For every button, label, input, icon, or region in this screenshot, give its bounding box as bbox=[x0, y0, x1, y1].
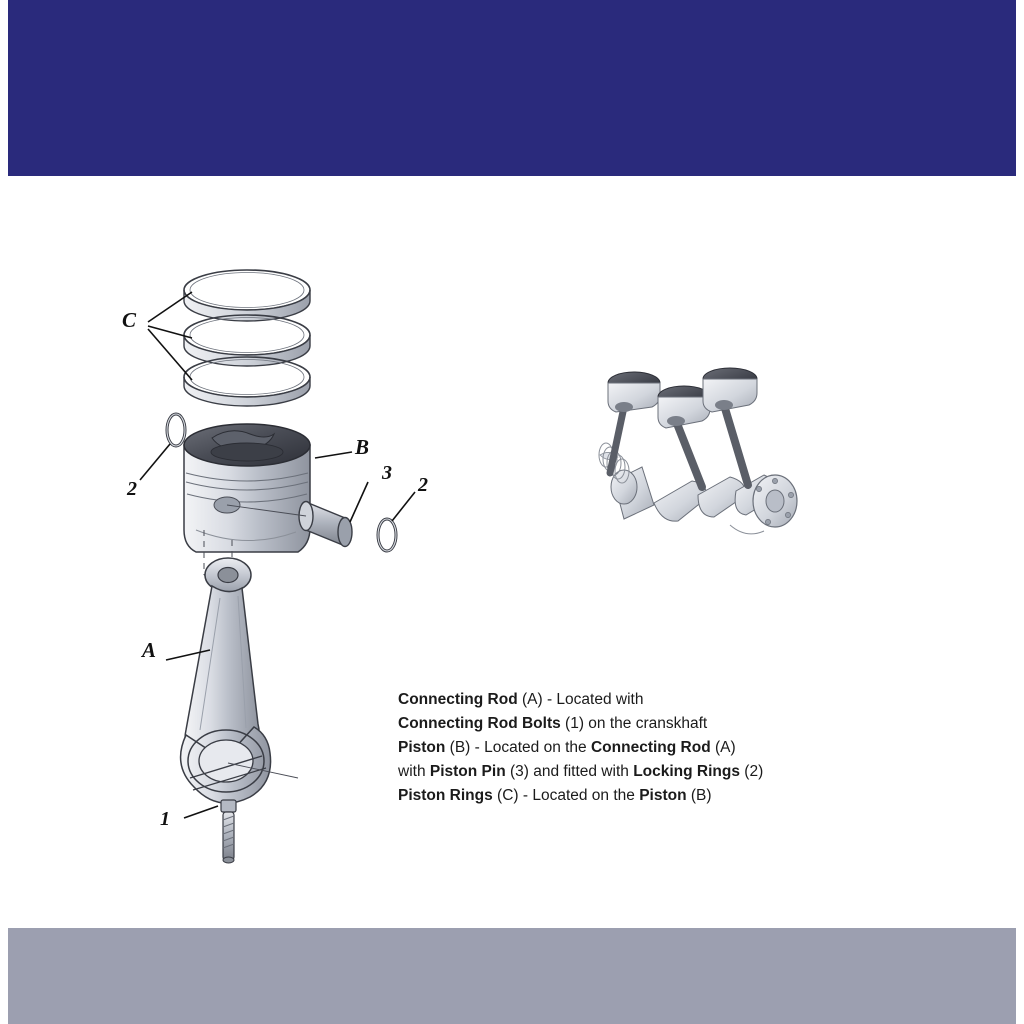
caption-line-4-part-1: with bbox=[398, 763, 430, 780]
piston-group bbox=[184, 424, 352, 582]
caption-line-5-part-2: (C) - Located on the bbox=[492, 787, 640, 804]
caption-line-4 bbox=[398, 760, 868, 784]
caption-line-4-part-3: (3) and fitted with bbox=[505, 763, 634, 780]
caption-line-3-part-4: (A) bbox=[710, 739, 736, 756]
caption-line-4-part-2: Piston Pin bbox=[429, 763, 506, 780]
crankshaft-assembly-illustration bbox=[580, 355, 810, 575]
caption-line-4-part-5: (2) bbox=[739, 763, 764, 780]
callout-label-3: 3 bbox=[382, 462, 392, 484]
crankshaft-assembly-graphic bbox=[580, 355, 810, 575]
piston-assembly-rear bbox=[608, 372, 660, 473]
right-margin-strip bbox=[1016, 0, 1024, 1024]
callout-label-B: B bbox=[355, 435, 370, 459]
caption-line-5-part-3: Piston bbox=[639, 787, 687, 804]
piston-assembly-front bbox=[703, 368, 757, 485]
caption-line-1-part-2: (A) - Located with bbox=[517, 691, 644, 708]
piston-assembly-middle bbox=[658, 386, 710, 487]
caption-line-3-part-3: Connecting Rod bbox=[590, 739, 711, 756]
connecting-rod-bolt bbox=[184, 800, 236, 863]
caption-line-4-part-4: Locking Rings bbox=[633, 763, 740, 780]
callout-label-1: 1 bbox=[160, 808, 170, 830]
callout-label-C: C bbox=[122, 308, 137, 332]
caption-line-2-part-1: Connecting Rod Bolts bbox=[398, 715, 561, 732]
caption-line-1-part-1: Connecting Rod bbox=[398, 691, 518, 708]
footer-band bbox=[8, 928, 1016, 1024]
locking-ring-left bbox=[140, 414, 185, 480]
caption-line-3 bbox=[398, 736, 868, 760]
left-margin-strip bbox=[0, 0, 8, 1024]
header-band bbox=[8, 0, 1016, 176]
piston-rings-group bbox=[148, 270, 310, 406]
callout-label-2-right: 2 bbox=[418, 474, 428, 496]
locking-ring-right bbox=[378, 492, 415, 551]
caption-line-3-part-1: Piston bbox=[398, 739, 446, 756]
callout-label-A: A bbox=[142, 638, 157, 662]
connecting-rod bbox=[166, 558, 298, 803]
caption-line-5-part-4: (B) bbox=[686, 787, 712, 804]
caption-block bbox=[398, 688, 868, 808]
caption-line-2 bbox=[398, 712, 868, 736]
caption-line-5-part-1: Piston Rings bbox=[398, 787, 493, 804]
caption-line-2-part-2: (1) on the cranskhaft bbox=[560, 715, 708, 732]
caption-line-3-part-2: (B) - Located on the bbox=[445, 739, 591, 756]
caption-line-1 bbox=[398, 688, 868, 712]
callout-label-2-left: 2 bbox=[127, 478, 137, 500]
caption-line-5 bbox=[398, 784, 868, 808]
crankshaft bbox=[599, 443, 797, 534]
